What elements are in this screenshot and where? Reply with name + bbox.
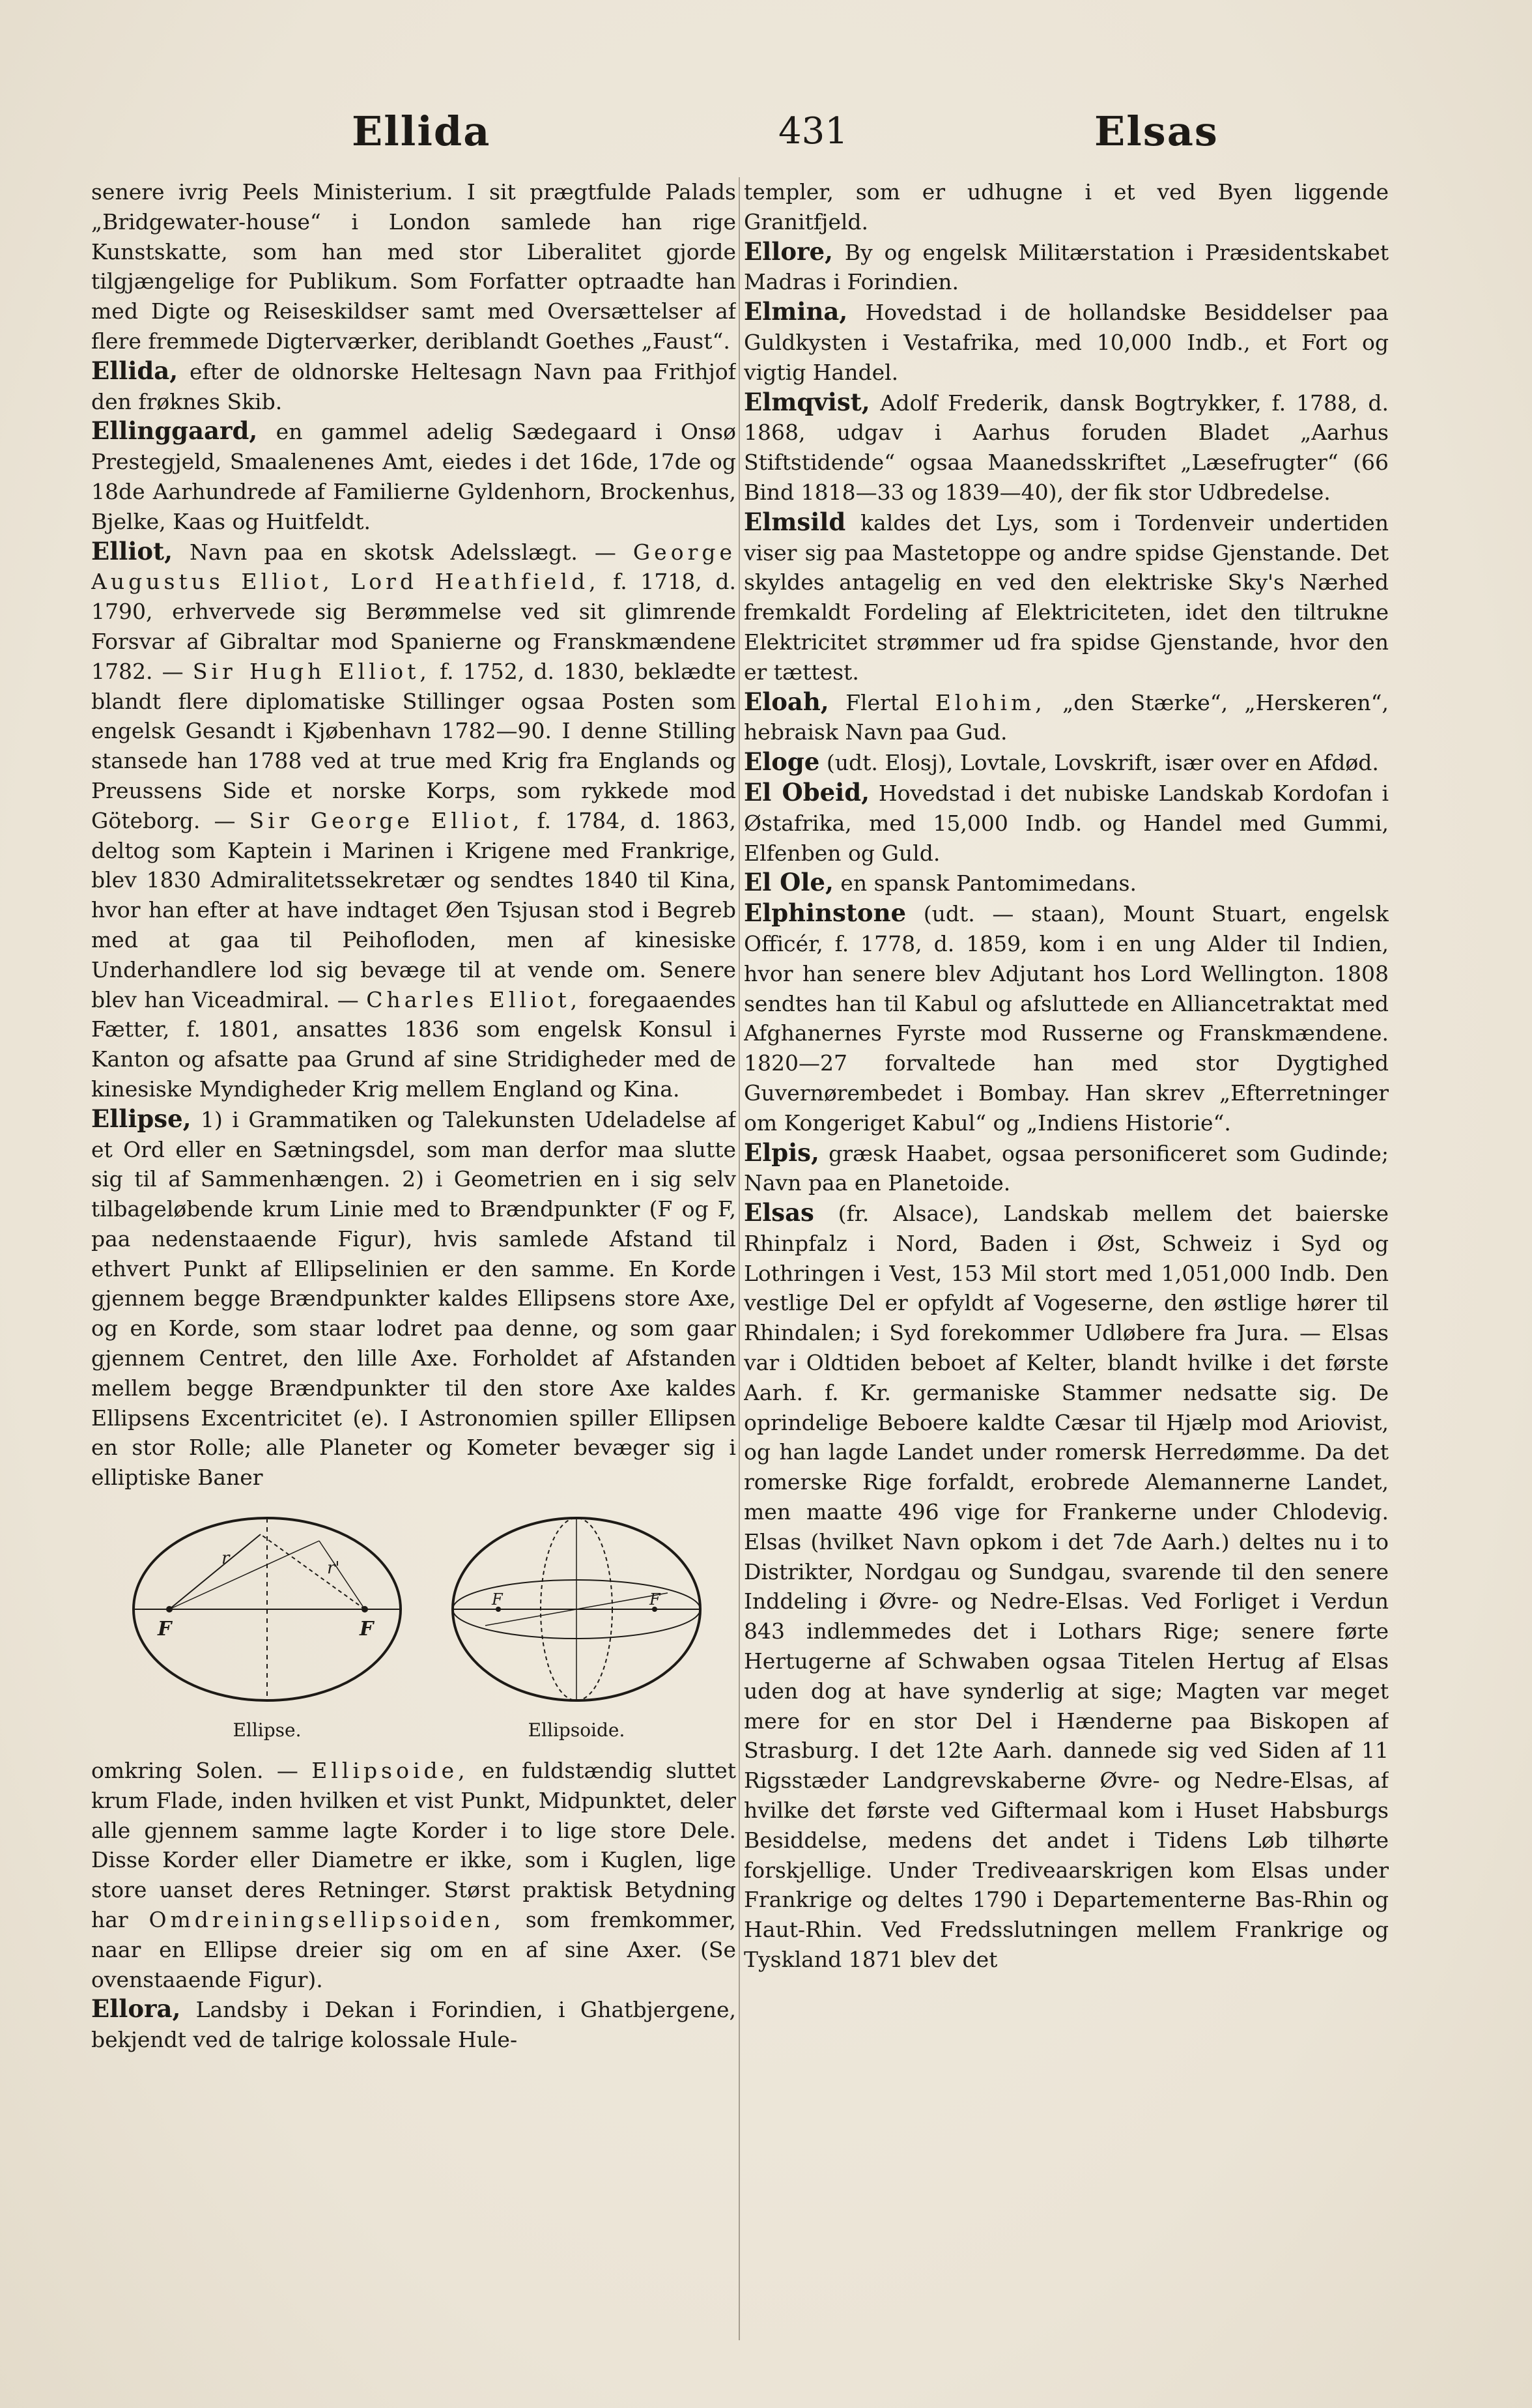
headword: Elliot, xyxy=(91,536,173,566)
focus-label: F xyxy=(360,1618,374,1641)
headword: Ellora, xyxy=(91,1994,181,2024)
entry-el-obeid xyxy=(744,778,1389,868)
entry-text: Flertal xyxy=(829,689,935,715)
person-name: Sir George Elliot, xyxy=(249,807,524,833)
entry-elliot xyxy=(91,537,736,1104)
entry-text: Hovedstad i det nubiske Landskab Kordofan i Østafrika, med 15,000 Indb. og Handel med Gummi, Elfenben og Guld. xyxy=(744,780,1389,866)
entry-text: en gammel adelig Sædegaard i Onsø Prestegjeld, Smaalenenes Amt, eiedes i det 16de, 17de og 18de Aarhundrede af Familierne Gyldenhorn, Brockenhus, Bjelke, Kaas og Huitfeldt. xyxy=(91,419,736,534)
right-column xyxy=(744,177,1389,2340)
entry-ellipse xyxy=(91,1104,736,1493)
entry-ellore xyxy=(744,237,1389,298)
entry-text: f. 1752, d. 1830, beklædte blandt flere diplomatiske Stillinger ogsaa Posten som engelsk Gesandt i Kjøbenhavn 1782—90. I denne Stilling stansede han 1788 ved at true med Krig fra Englands og Preussens Side et norske Korps, som rykkede mod Göteborg. — xyxy=(91,658,736,833)
entry-text: f. 1718, d. 1790, erhvervede sig Berømmelse ved sit glimrende Forsvar af Gibraltar mod Spanierne og Franskmændene 1782. — xyxy=(91,569,736,684)
entry-text: Navn paa en skotsk Adelsslægt. — xyxy=(173,539,633,565)
headword: Ellida, xyxy=(91,356,178,385)
focus-label: F xyxy=(492,1590,503,1609)
entry-text: f. 1784, d. 1863, deltog som Kaptein i Marinen i Krigene med Frankrige, blev 1830 Admiralitetssekretær og sendtes 1840 til Kina, hvor han efter at have indtaget Øen Tsjusan stod i Begreb med at gaa til Peihofloden, men af kinesiske Underhandlere lod sig bevæge til at vende om. Senere blev han Viceadmiral. — xyxy=(91,807,736,1012)
entry-ellora xyxy=(91,1994,736,2055)
person-name: George Augustus Elliot, Lord Heathfield, xyxy=(91,539,736,595)
page-header xyxy=(78,108,1394,160)
entry-text: omkring Solen. — xyxy=(91,1758,312,1784)
entry-text: Hovedstad i de hollandske Besiddelser paa Guldkysten i Vestafrika, med 10,000 Indb., et Fort og vigtig Handel. xyxy=(744,300,1389,385)
term: Omdreiningsellipsoiden, xyxy=(149,1907,505,1933)
entry-elsas xyxy=(744,1198,1389,1975)
focus-label: F xyxy=(158,1618,172,1641)
headword: Elmsild xyxy=(744,507,846,536)
ellipsoid-caption: Ellipsoide. xyxy=(528,1719,625,1742)
entry-elmina xyxy=(744,297,1389,387)
ellipse-caption: Ellipse. xyxy=(233,1719,302,1742)
ellipse-diagram xyxy=(124,1502,410,1717)
radius-label: r' xyxy=(327,1558,340,1579)
left-running-headword: Ellida xyxy=(352,108,491,155)
headword: Ellinggaard, xyxy=(91,416,258,446)
entry-text: en fuldstændig sluttet krum Flade, inden hvilken et vist Punkt, Midpunktet, deler alle gjennem samme lagte Korder i to lige store Dele. Disse Korder eller Diametre er ikke, som i Kuglen, lige store uanset deres Retninger. Størst praktisk Betydning har xyxy=(91,1758,736,1933)
headword: Elmina, xyxy=(744,297,848,326)
column-divider xyxy=(739,177,740,2340)
entry-text: „den Stærke“, „Herskeren“, hebraisk Navn paa Gud. xyxy=(744,689,1389,745)
entry-text: som fremkommer, naar en Ellipse dreier sig om en af sine Axer. (Se ovenstaaende Figur). xyxy=(91,1907,736,1992)
headword: Eloge xyxy=(744,747,820,777)
person-name: Sir Hugh Elliot, xyxy=(192,658,431,684)
headword: El Ole, xyxy=(744,868,834,897)
headword: Eloah, xyxy=(744,687,829,716)
entry-text: (udt. — staan), Mount Stuart, engelsk Officér, f. 1778, d. 1859, kom i en ung Alder til Indien, hvor han senere blev Adjutant hos Lord Wellington. 1808 sendtes han til Kabul og afsluttede en Alliancetraktat med Afghanernes Fyrste mod Russerne og Franskmændene. 1820—27 forvaltede han med stor Dygtighed Guvernørembedet i Bombay. Han skrev „Efterretninger om Kongeriget Kabul“ og „Indiens Historie“. xyxy=(744,901,1389,1136)
radius-label: r xyxy=(221,1549,230,1569)
entry-text: kaldes det Lys, som i Tordenveir undertiden viser sig paa Mastetoppe og andre spidse Gjenstande. Det skyldes antagelig en ved den elektriske Sky's Nærhed fremkaldt Fordeling af Elektriciteten, idet den tiltrukne Elektricitet strømmer ud fra spidse Gjenstande, hvor den er tættest. xyxy=(744,509,1389,685)
ellipse-figure xyxy=(124,1502,410,1749)
entry-text: græsk Haabet, ogsaa personificeret som Gudinde; Navn paa en Planetoide. xyxy=(744,1140,1389,1196)
entry-ellipse-continued xyxy=(91,1756,736,1994)
right-running-headword: Elsas xyxy=(1094,108,1219,155)
entry-text: Adolf Frederik, dansk Bogtrykker, f. 1788, d. 1868, udgav i Aarhus foruden Bladet „Aarhus Stiftstidende“ ogsaa Maanedsskriftet „Læsefrugter“ (66 Bind 1818—33 og 1839—40), der fik stor Udbredelse. xyxy=(744,390,1389,505)
entry-ellinggaard xyxy=(91,416,736,536)
entry-eloge xyxy=(744,747,1389,778)
entry-text: (fr. Alsace), Landskab mellem det baierske Rhinpfalz i Nord, Baden i Øst, Schweiz i Syd og Lothringen i Vest, 153 Mil stort med 1,051,000 Indb. Den vestlige Del er opfyldt af Vogeserne, den østlige hører til Rhindalen; i Syd forekommer Udløbere fra Jura. — Elsas var i Oldtiden beboet af Kelter, blandt hvilke i det første Aarh. f. Kr. germaniske Stammer nedsatte sig. De oprindelige Beboere kaldte Cæsar til Hjælp mod Ariovist, og han lagde Landet under romersk Herredømme. Da det romerske Rige forfaldt, erobrede Alemannerne Landet, men maatte 496 vige for Frankerne under Chlodevig. Elsas (hvilket Navn opkom i det 7de Aarh.) deltes nu i to Distrikter, Nordgau og Sundgau, svarende til den senere Inddeling i Øvre- og Nedre-Elsas. Ved Forliget i Verdun 843 indlemmedes det i Lothars Rige; senere førte Hertugerne af Schwaben ogsaa Titelen Hertug af Elsas uden dog at have synderlig at sige; Magten var meget mere for en stor Del i Hænderne paa Biskopen af Strasburg. I det 12te Aarh. dannede sig ved Siden af 11 Rigsstæder Landgrevskaberne Øvre- og Nedre-Elsas, af hvilke det første ved Giftermaal kom i Huset Habsburgs Besiddelse, medens det andet i Tidens Løb tilhørte forskjellige. Under Trediveaarskrigen kom Elsas under Frankrige og deltes 1790 i Departementerne Bas-Rhin og Haut-Rhin. Ved Fredsslutningen mellem Frankrige og Tyskland 1871 blev det xyxy=(744,1201,1389,1973)
entry-text: (udt. Elosj), Lovtale, Lovskrift, især over en Afdød. xyxy=(819,750,1379,776)
entry-elmsild xyxy=(744,508,1389,687)
headword: Ellore, xyxy=(744,236,833,266)
headword: Elsas xyxy=(744,1198,814,1227)
entry-text: By og engelsk Militærstation i Præsidentskabet Madras i Forindien. xyxy=(744,239,1389,295)
geometry-figures xyxy=(91,1502,736,1749)
entry-eloah xyxy=(744,687,1389,748)
headword: Elpis, xyxy=(744,1138,819,1167)
person-name: Charles Elliot, xyxy=(366,986,582,1012)
entry-el-ole xyxy=(744,868,1389,898)
term: Ellipsoide, xyxy=(311,1758,469,1784)
headword: Ellipse, xyxy=(91,1104,192,1133)
entry-text: efter de oldnorske Heltesagn Navn paa Frithjof den frøknes Skib. xyxy=(91,358,736,414)
ellipsoid-figure xyxy=(440,1502,713,1749)
entry-elphinstone xyxy=(744,898,1389,1138)
headword: Elmqvist, xyxy=(744,387,870,416)
entry-text: Landsby i Dekan i Forindien, i Ghatbjergene, bekjendt ved de talrige kolossale Hule- xyxy=(91,1997,736,2053)
entry-text: 1) i Grammatiken og Talekunsten Udeladelse af et Ord eller en Sætningsdel, som man derfor maa slutte sig til af Sammenhængen. 2) i Geometrien en i sig selv tilbageløbende krum Linie med to Brændpunkter (F og F, paa nedenstaaende Figur), hvis samlede Afstand til ethvert Punkt af Ellipselinien er den samme. En Korde gjennem begge Brændpunkter kaldes Ellipsens store Axe, og en Korde, som staar lodret paa denne, og som gaar gjennem Centret, den lille Axe. Forholdet af Afstanden mellem begge Brændpunkter til den store Axe kaldes Ellipsens Excentricitet (e). I Astronomien spiller Ellipsen en stor Rolle; alle Planeter og Kometer bevæger sig i elliptiske Baner xyxy=(91,1106,736,1491)
ellipsoid-diagram xyxy=(440,1502,713,1717)
headword: El Obeid, xyxy=(744,777,870,807)
entry-elpis xyxy=(744,1138,1389,1199)
page-number: 431 xyxy=(778,110,848,152)
entry-text: foregaaendes Fætter, f. 1801, ansattes 1836 som engelsk Konsul i Kanton og afsatte paa Grund af sine Stridigheder med de kinesiske Myndigheder Krig mellem England og Kina. xyxy=(91,986,736,1102)
entry-text: en spansk Pantomimedans. xyxy=(833,870,1137,896)
headword: Elphinstone xyxy=(744,898,907,928)
left-column xyxy=(91,177,736,2340)
entry-elmqvist xyxy=(744,388,1389,508)
term: Elohim, xyxy=(935,689,1046,715)
continued-entry-text: senere ivrig Peels Ministerium. I sit prægtfulde Palads „Bridgewater-house“ i London samlede han rige Kunstskatte, som han med stor Liberalitet gjorde tilgjængelige for Publikum. Som Forfatter optraadte han med Digte og Reiseskildser samt med Oversættelser af flere fremmede Digterværker, deriblandt Goethes „Faust“. xyxy=(91,179,736,354)
continued-entry-text: templer, som er udhugne i et ved Byen liggende Granitfjeld. xyxy=(744,179,1389,235)
entry-ellida xyxy=(91,356,736,417)
focus-label: F xyxy=(649,1590,660,1609)
